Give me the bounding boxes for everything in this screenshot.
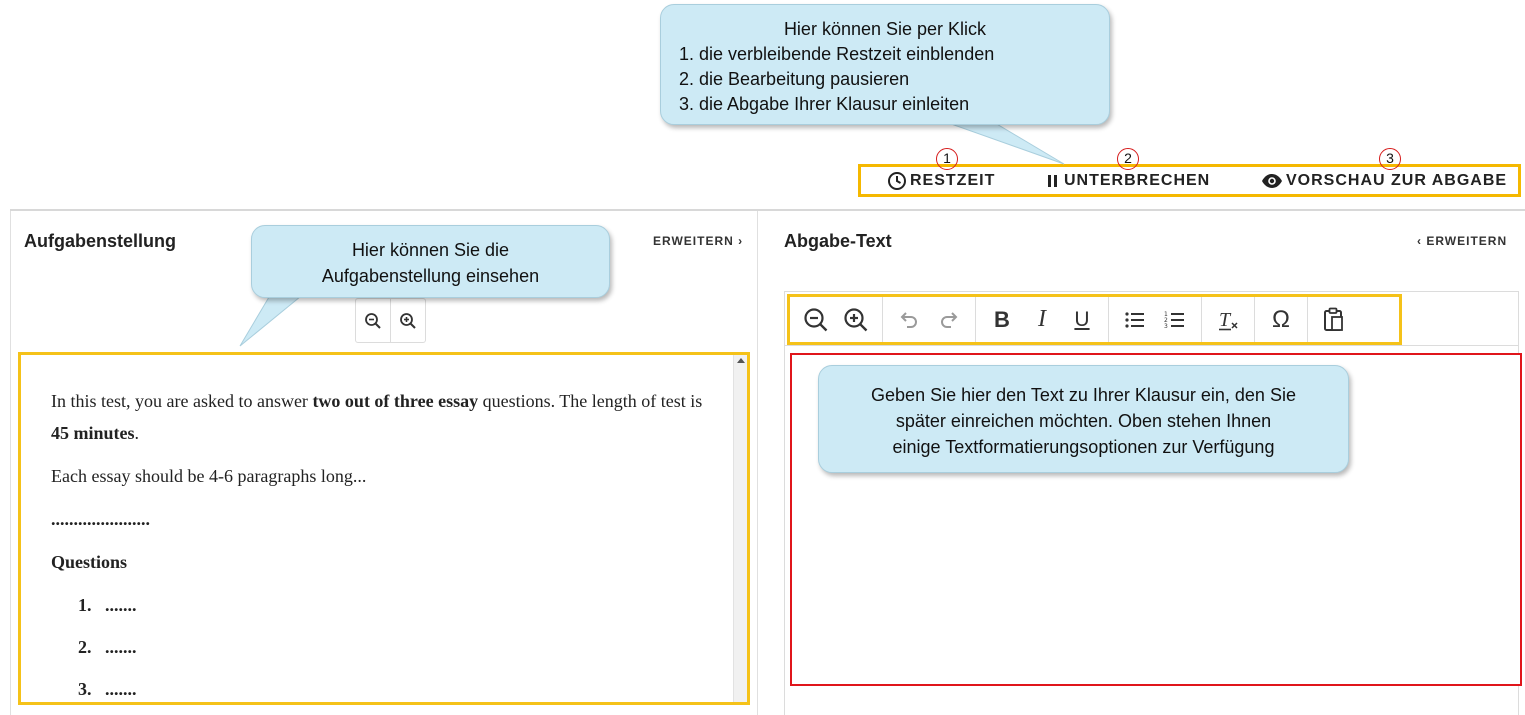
answer-expand-button[interactable]: ‹ ERWEITERN [1417, 234, 1508, 248]
task-separator: ...................... [51, 509, 150, 529]
questions-heading: Questions [51, 552, 128, 572]
question-text: ....... [105, 679, 137, 699]
task-zoom-out-button[interactable] [356, 299, 390, 342]
toolbar-divider [784, 345, 1519, 346]
marker-2: 2 [1117, 148, 1139, 170]
callout-task-line-2: Aufgabenstellung einsehen [321, 266, 540, 286]
question-text: ....... [105, 595, 137, 615]
italic-icon: I [1038, 306, 1046, 332]
restzeit-label: RESTZEIT [910, 171, 996, 189]
task-scrollbar[interactable] [733, 355, 747, 702]
task-expand-button[interactable]: ERWEITERN › [653, 234, 744, 248]
task-panel-title: Aufgabenstellung [24, 231, 176, 251]
task-zoom-in-button[interactable] [390, 299, 425, 342]
zoom-in-icon [399, 312, 417, 330]
question-text: ....... [105, 637, 137, 657]
task-description-box[interactable] [18, 352, 750, 705]
restzeit-button[interactable] [887, 167, 995, 194]
callout-task-line-1: Hier können Sie die [351, 240, 510, 260]
callout-line-2: 2. die Bearbeitung pausieren [679, 69, 910, 89]
callout-task-hint [251, 225, 610, 298]
task-zoom-controls [355, 298, 426, 343]
vorschau-label: VORSCHAU ZUR ABGABE [1286, 171, 1508, 189]
question-number: 3. [78, 679, 92, 699]
callout-editor-line-3: einige Textformatierungsoptionen zur Verfügung [892, 437, 1275, 457]
callout-task-tail [236, 290, 316, 350]
pause-icon [1045, 172, 1061, 190]
task-intro-text-a: In this test, you are asked to answer [51, 391, 313, 411]
question-item [51, 673, 721, 705]
unterbrechen-label: UNTERBRECHEN [1064, 171, 1211, 189]
callout-actions-hint [660, 4, 1110, 125]
callout-line-1: 1. die verbleibende Restzeit einblenden [679, 44, 995, 64]
underline-icon: U [1074, 307, 1090, 331]
omega-icon: Ω [1272, 305, 1290, 333]
clock-icon [887, 171, 907, 191]
callout-heading: Hier können Sie per Klick [783, 19, 987, 39]
svg-text:3: 3 [1164, 322, 1168, 330]
bold-icon: B [994, 306, 1010, 332]
zoom-out-icon [364, 312, 382, 330]
vorschau-button[interactable] [1261, 167, 1507, 194]
unterbrechen-button[interactable] [1045, 167, 1210, 194]
answer-panel-title: Abgabe-Text [784, 231, 892, 251]
task-intro-text-c: . [134, 423, 140, 443]
marker-1: 1 [936, 148, 958, 170]
svg-text:T: T [1219, 308, 1231, 331]
callout-editor-line-1: Geben Sie hier den Text zu Ihrer Klausur ein, den Sie [871, 385, 1296, 405]
scroll-up-arrow-icon[interactable] [737, 358, 745, 363]
exam-action-bar [858, 164, 1521, 197]
callout-editor-hint [818, 365, 1349, 473]
callout-top-tail [930, 118, 1070, 168]
eye-icon [1261, 172, 1283, 190]
marker-3: 3 [1379, 148, 1401, 170]
task-intro-bold-a: two out of three essay [312, 391, 479, 411]
task-intro-bold-b: 45 minutes [51, 423, 135, 443]
question-item [51, 631, 721, 663]
task-length-note: Each essay should be 4-6 paragraphs long... [51, 466, 367, 486]
question-number: 1. [78, 595, 92, 615]
question-item [51, 589, 721, 621]
svg-text:1: 1 [1164, 310, 1168, 318]
task-content [51, 385, 721, 705]
question-number: 2. [78, 637, 92, 657]
toolbar-highlight [787, 294, 1402, 345]
svg-text:2: 2 [1164, 316, 1168, 324]
callout-line-3: 3. die Abgabe Ihrer Klausur einleiten [679, 94, 970, 114]
callout-editor-line-2: später einreichen möchten. Oben stehen Ihnen [895, 411, 1272, 431]
task-intro [51, 385, 721, 449]
task-intro-text-b: questions. The length of test is [478, 391, 703, 411]
